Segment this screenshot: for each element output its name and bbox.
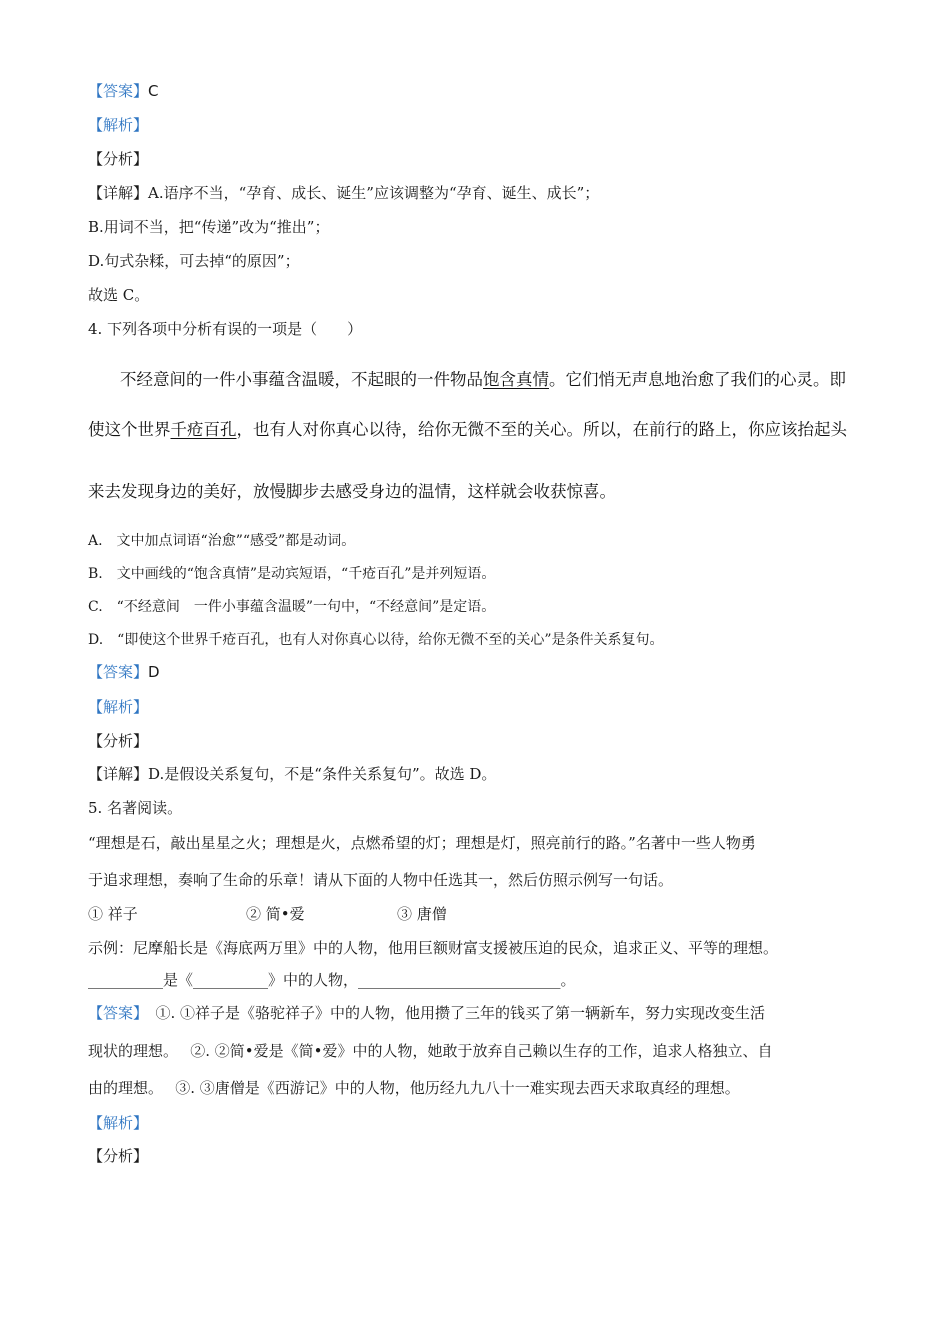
underlined-phrase: 饱含真情: [483, 370, 549, 389]
answer-line: [88, 1002, 765, 1023]
passage-line: [88, 478, 616, 502]
passage-text: 使这个世界: [88, 420, 171, 439]
passage-text: 来去发现身边的美好，放慢脚步去: [88, 482, 336, 501]
dotted-word: 感受: [335, 482, 369, 501]
analysis-tag: 【解析】: [88, 116, 149, 134]
underlined-phrase: 千疮百孔: [170, 420, 237, 439]
passage-line: [120, 366, 846, 390]
prompt-text: 于追求理想，奏响了生命的乐章！请从下面的人物中任选其一，然后仿照示例写一句话。: [88, 871, 674, 889]
answer-value: D: [148, 663, 160, 681]
answer-tag: 【答案】: [88, 1004, 141, 1022]
analysis-tag: 【解析】: [88, 698, 149, 716]
detail-text: B.用词不当，把“传递”改为“推出”；: [88, 218, 330, 236]
option-b: B. 文中画线的“饱含真情”是动宾短语，“千疮百孔”是并列短语。: [88, 566, 496, 582]
question-stem: 5. 名著阅读。: [88, 799, 183, 817]
passage-text: 身边的温情，这样就会收获惊喜。: [368, 482, 616, 501]
detail-tag: 【详解】: [88, 765, 149, 783]
passage-text: 了我们的心灵。即: [714, 370, 846, 389]
fenxi-tag: 【分析】: [88, 732, 149, 750]
option-d: D. “即使这个世界千疮百孔，也有人对你真心以待，给你无微不至的关心”是条件关系复句。: [88, 632, 664, 648]
option-a: A. 文中加点词语“治愈”“感受”都是动词。: [88, 533, 356, 549]
passage-text: 。它们悄无声息地: [549, 370, 681, 389]
passage-text: ，也有人对你真心以待，给你无微不至的关心。所以，在前行的路上，你应该抬起头: [236, 420, 847, 439]
answer-line: [88, 80, 159, 101]
passage-line: [88, 416, 847, 440]
passage-text: 不经意间的一件小事蕴含温暖，不起眼的一件物品: [120, 370, 483, 389]
detail-text: D.句式杂糅，可去掉“的原因”；: [88, 252, 300, 270]
dotted-word: 治愈: [681, 370, 714, 389]
character-choices: [88, 903, 447, 924]
choice-item: ② 简•爱: [246, 905, 305, 923]
fenxi-tag: 【分析】: [88, 150, 149, 168]
option-c: C. “不经意间 一件小事蕴含温暖”一句中，“不经意间”是定语。: [88, 599, 496, 615]
detail-line: [88, 763, 496, 784]
example-text: 示例：尼摩船长是《海底两万里》中的人物，他用巨额财富支援被压迫的民众，追求正义、平等的理想。: [88, 939, 779, 957]
answer-line: [88, 661, 160, 682]
detail-text: A.语序不当，“孕育、成长、诞生”应该调整为“孕育、诞生、成长”；: [148, 184, 600, 202]
detail-line: [88, 182, 599, 203]
question-stem: 4. 下列各项中分析有误的一项是（ ）: [88, 320, 363, 338]
detail-tag: 【详解】: [88, 184, 149, 202]
answer-text: 现状的理想。 ②. ②简•爱是《简•爱》中的人物，她敢于放弃自己赖以生存的工作，追求人格独立、自: [88, 1042, 773, 1060]
prompt-text: “理想是石，敲出星星之火；理想是火，点燃希望的灯；理想是灯，照亮前行的路。”名著中一些人物勇: [88, 834, 756, 852]
choice-item: ③ 唐僧: [397, 905, 447, 923]
answer-text: ①. ①祥子是《骆驼祥子》中的人物，他用攒了三年的钱买了第一辆新车，努力实现改变生活: [140, 1004, 766, 1022]
detail-text: 故选 C。: [88, 286, 150, 304]
answer-tag: 【答案】: [88, 82, 149, 100]
fenxi-tag: 【分析】: [88, 1147, 149, 1165]
answer-value: C: [148, 82, 159, 100]
answer-tag: 【答案】: [88, 663, 149, 681]
analysis-tag: 【解析】: [88, 1114, 149, 1132]
answer-text: 由的理想。 ③. ③唐僧是《西游记》中的人物，他历经九九八十一难实现去西天求取真经的理想。: [88, 1079, 740, 1097]
detail-text: D.是假设关系复句，不是“条件关系复句”。故选 D。: [148, 765, 497, 783]
fill-blank-line: __________是《__________》中的人物，___________________________。: [88, 971, 576, 989]
choice-item: ① 祥子: [88, 905, 138, 923]
